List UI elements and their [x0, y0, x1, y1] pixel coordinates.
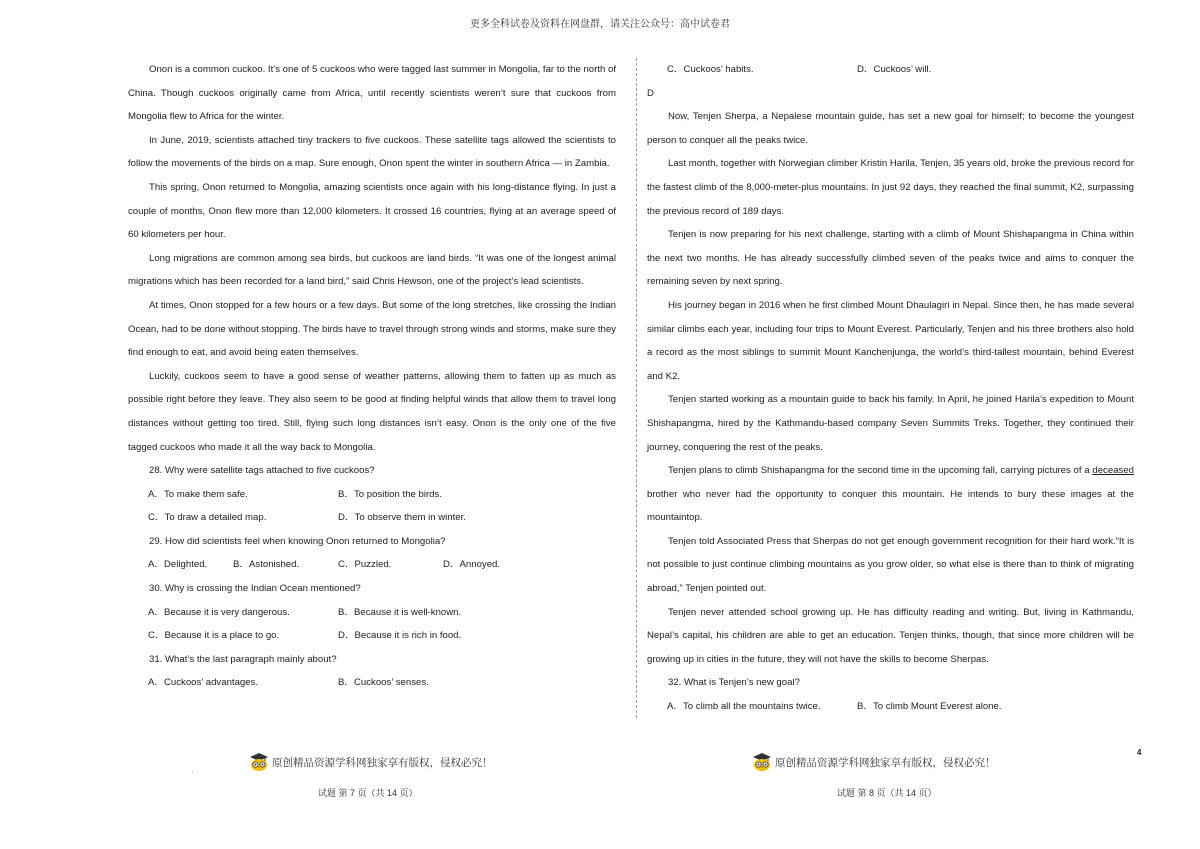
passage-paragraph: Now, Tenjen Sherpa, a Nepalese mountain guide, has set a new goal for himself; to become the youngest person to conquer all the peaks twice. — [647, 111, 1134, 146]
option-a: A．Because it is very dangerous. — [148, 606, 290, 618]
option-d: D．Annoyed. — [443, 559, 501, 571]
option-a: A．Cuckoos’ advantages. — [148, 677, 259, 689]
question-32-options-ab — [647, 695, 1134, 719]
passage-paragraph: Luckily, cuckoos seem to have a good sense of weather patterns, allowing them to fatten up as much as possible right before they leave. They also seem to be good at finding helpful winds that allow them to travel long distances without getting too tired. Still, flying such long distances isn’t easy. Onon is the only one of the five tagged cuckoos who made it all the way back to Mongolia. — [128, 370, 616, 453]
question-28: 28. Why were satellite tags attached to five cuckoos? — [149, 465, 375, 477]
question-31-options-cd — [647, 58, 1134, 82]
owl-logo-icon — [249, 752, 269, 772]
question-32: 32. What is Tenjen’s new goal? — [668, 677, 800, 689]
option-b: B．To position the birds. — [338, 488, 442, 500]
passage-paragraph: Tenjen is now preparing for his next challenge, starting with a climb of Mount Shishapangma in China within the next two months. He has already successfully climbed seven of the peaks twice and aims to conquer the remaining seven by next spring. — [647, 229, 1134, 288]
option-b: B．To climb Mount Everest alone. — [857, 701, 1002, 713]
question-30: 30. Why is crossing the Indian Ocean mentioned? — [149, 583, 361, 595]
option-a: A．Delighted. — [148, 559, 208, 571]
copyright-notice — [752, 752, 996, 772]
page-footer: 试题 第 8 页（共 14 页） — [837, 788, 937, 798]
question-30-options-cd — [128, 624, 616, 648]
stray-mark: ' — [192, 772, 194, 778]
page-header: 更多全科试卷及资料在网盘群，请关注公众号：高中试卷君 — [470, 19, 730, 30]
left-column — [128, 58, 616, 695]
paragraph-text: Tenjen plans to climb Shishapangma for the second time in the upcoming fall, carrying pictures of a — [668, 465, 1093, 477]
question-29: 29. How did scientists feel when knowing Onon returned to Mongolia? — [149, 535, 446, 547]
option-b: B．Cuckoos’ senses. — [338, 677, 429, 689]
copyright-notice — [249, 752, 493, 772]
option-a: A．To make them safe. — [148, 488, 248, 500]
copyright-text: 原创精品资源学科网独家享有版权，侵权必究！ — [775, 756, 996, 769]
question-29-options — [128, 553, 616, 577]
passage-paragraph: His journey began in 2016 when he first climbed Mount Dhaulagiri in Nepal. Since then, he has made several similar climbs each year, including four trips to Mount Everest. Particularly, Tenjen and his three brothers also hold a record as the most siblings to summit Mount Kanchenjunga, the world’s third-tallest mountain, behind Everest and K2. — [647, 299, 1134, 382]
column-divider — [636, 58, 637, 718]
option-c: C．Puzzled. — [338, 559, 392, 571]
question-31: 31. What’s the last paragraph mainly about? — [149, 653, 337, 665]
option-d: D．Because it is rich in food. — [338, 630, 462, 642]
passage-paragraph: At times, Onon stopped for a few hours or a few days. But some of the long stretches, like crossing the Indian Ocean, had to be done without stopping. The birds have to travel through strong winds and storms, make sure they find enough to eat, and avoid being eaten themselves. — [128, 299, 616, 359]
passage-paragraph: Tenjen started working as a mountain guide to back his family. In April, he joined Harila’s expedition to Mount Shishapangma, hired by the Kathmandu-based company Seven Summits Treks. Together, they continued their journey, conquering the rest of the peaks. — [647, 394, 1134, 453]
option-b: B．Because it is well-known. — [338, 606, 462, 618]
passage-paragraph: Long migrations are common among sea birds, but cuckoos are land birds. “It was one of the longest animal migrations which has been recorded for a land bird,” said Chris Hewson, one of the project’s lead scientists. — [128, 252, 616, 288]
option-b: B．Astonished. — [233, 559, 300, 571]
passage-paragraph — [647, 459, 1134, 530]
page-footer: 试题 第 7 页（共 14 页） — [318, 788, 418, 798]
owl-logo-icon — [752, 752, 772, 772]
copyright-text: 原创精品资源学科网独家享有版权，侵权必究！ — [272, 756, 493, 769]
passage-paragraph: Last month, together with Norwegian climber Kristin Harila, Tenjen, 35 years old, broke the previous record for the fastest climb of the 8,000-meter-plus mountains. In just 92 days, they reached the final summit, K2, surpassing the previous record of 189 days. — [647, 158, 1134, 217]
section-letter: D — [647, 87, 654, 99]
option-d: D．To observe them in winter. — [338, 512, 466, 524]
page-number: 4 — [1137, 748, 1142, 757]
question-28-options-cd — [128, 506, 616, 530]
passage-paragraph: This spring, Onon returned to Mongolia, amazing scientists once again with his long-distance flying. In just a couple of months, Onon flew more than 12,000 kilometers. It crossed 16 countries, flying at an average speed of 60 kilometers per hour. — [128, 181, 616, 241]
option-c: C．Cuckoos’ habits. — [667, 64, 754, 75]
passage-paragraph: In June, 2019, scientists attached tiny trackers to five cuckoos. These satellite tags allowed the scientists to follow the movements of the birds on a map. Sure enough, Onon spent the winter in southern Africa — in Zambia. — [128, 134, 616, 170]
question-28-options-ab — [128, 483, 616, 507]
passage-paragraph: Tenjen never attended school growing up. He has difficulty reading and writing. But, living in Kathmandu, Nepal’s capital, his children are able to get an education. Tenjen thinks, though, that since more children will be growing up in cities in the future, they will not have the skills to become Sherpas. — [647, 606, 1134, 665]
passage-paragraph: Tenjen told Associated Press that Sherpas do not get enough government recognition for their hard work.“It is not possible to just continue climbing mountains as you grow older, so what else is there than to think of migrating abroad,” Tenjen pointed out. — [647, 535, 1134, 595]
option-d: D．Cuckoos’ will. — [857, 64, 932, 75]
passage-paragraph: Onon is a common cuckoo. It’s one of 5 cuckoos who were tagged last summer in Mongolia, far to the north of China. Though cuckoos originally came from Africa, until recently scientists weren’t sure that cuckoos from Mongolia flew to Africa for the winter. — [128, 64, 616, 123]
right-column — [647, 58, 1134, 719]
question-31-options-ab — [128, 671, 616, 695]
option-c: C．To draw a detailed map. — [148, 512, 267, 524]
paragraph-text: brother who never had the opportunity to conquer this mountain. He intends to bury these images at the mountaintop. — [647, 488, 1134, 524]
option-c: C．Because it is a place to go. — [148, 630, 280, 642]
underlined-word: deceased — [1092, 465, 1134, 477]
option-a: A．To climb all the mountains twice. — [667, 701, 821, 713]
question-30-options-ab — [128, 601, 616, 625]
